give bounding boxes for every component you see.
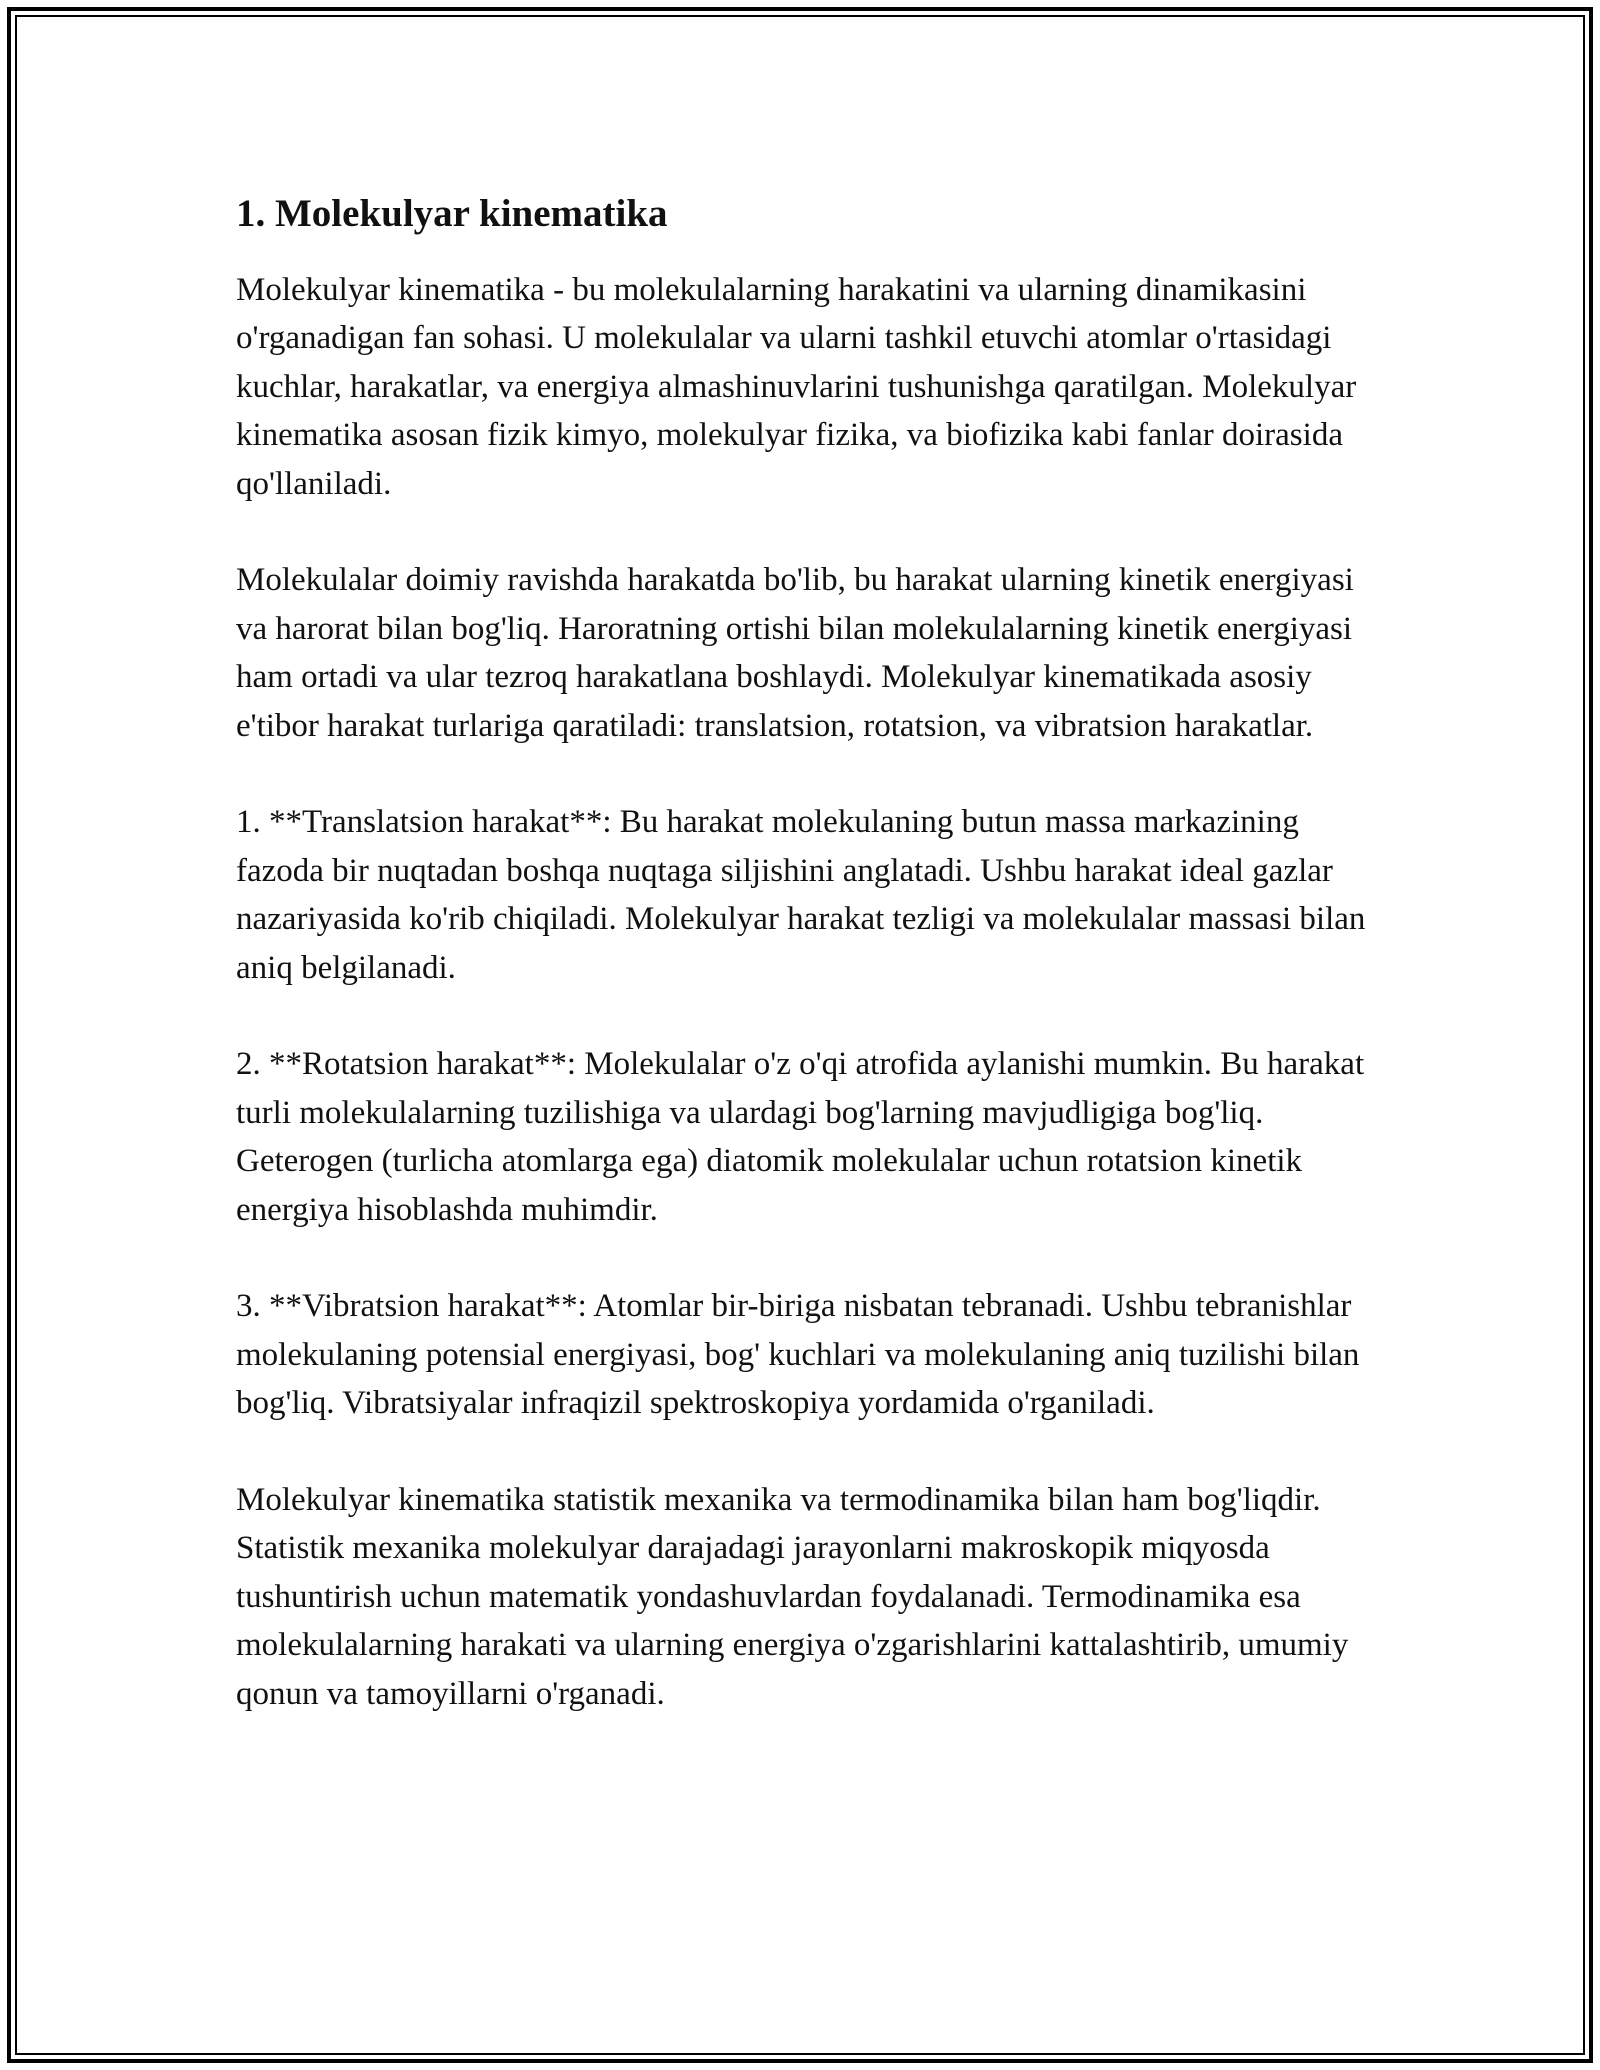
paragraph-translational: 1. **Translatsion harakat**: Bu harakat molekulaning butun massa markazining fazoda bir nuqtadan boshqa nuqtaga siljishini anglatadi. Ushbu harakat ideal gazlar nazariyasida ko'rib chiqiladi. Molekulyar harakat tezligi va molekulalar massasi bilan aniq belgilanadi. bbox=[236, 804, 1366, 986]
paragraph-rotational: 2. **Rotatsion harakat**: Molekulalar o'z o'qi atrofida aylanishi mumkin. Bu harakat turli molekulalarning tuzilishiga va ulardagi bog'larning mavjudligiga bog'liq. Geterogen (turlicha atomlarga ega) diatomik molekulalar uchun rotatsion kinetik energiya hisoblashda muhimdir. bbox=[236, 1046, 1365, 1228]
paragraph-vibrational: 3. **Vibratsion harakat**: Atomlar bir-biriga nisbatan tebranadi. Ushbu tebranishlar molekulaning potensial energiyasi, bog' kuchlari va molekulaning aniq tuzilishi bilan bog'liq. Vibratsiyalar infraqizil spektroskopiya yordamida o'rganiladi. bbox=[236, 1288, 1360, 1422]
section-heading: 1. Molekulyar kinematika bbox=[236, 192, 668, 235]
paragraph-motion: Molekulalar doimiy ravishda harakatda bo'lib, bu harakat ularning kinetik energiyasi va harorat bilan bog'liq. Haroratning ortishi bilan molekulalarning kinetik energiyasi ham ortadi va ular tezroq harakatlana boshlaydi. Molekulyar kinematikada asosiy e'tibor harakat turlariga qaratiladi: translatsion, rotatsion, va vibratsion harakatlar. bbox=[236, 562, 1354, 744]
document-body bbox=[236, 186, 1376, 1767]
paragraph-intro: Molekulyar kinematika - bu molekulalarning harakatini va ularning dinamikasini o'rganadigan fan sohasi. U molekulalar va ularni tashkil etuvchi atomlar o'rtasidagi kuchlar, harakatlar, va energiya almashinuvlarini tushunishga qaratilgan. Molekulyar kinematika asosan fizik kimyo, molekulyar fizika, va biofizika kabi fanlar doirasida qo'llaniladi. bbox=[236, 272, 1357, 502]
paragraph-statistical: Molekulyar kinematika statistik mexanika va termodinamika bilan ham bog'liqdir. Statistik mexanika molekulyar darajadagi jarayonlarni makroskopik miqyosda tushuntirish uchun matematik yondashuvlardan foydalanadi. Termodinamika esa molekulalarning harakati va ularning energiya o'zgarishlarini kattalashtirib, umumiy qonun va tamoyillarni o'rganadi. bbox=[236, 1482, 1349, 1712]
